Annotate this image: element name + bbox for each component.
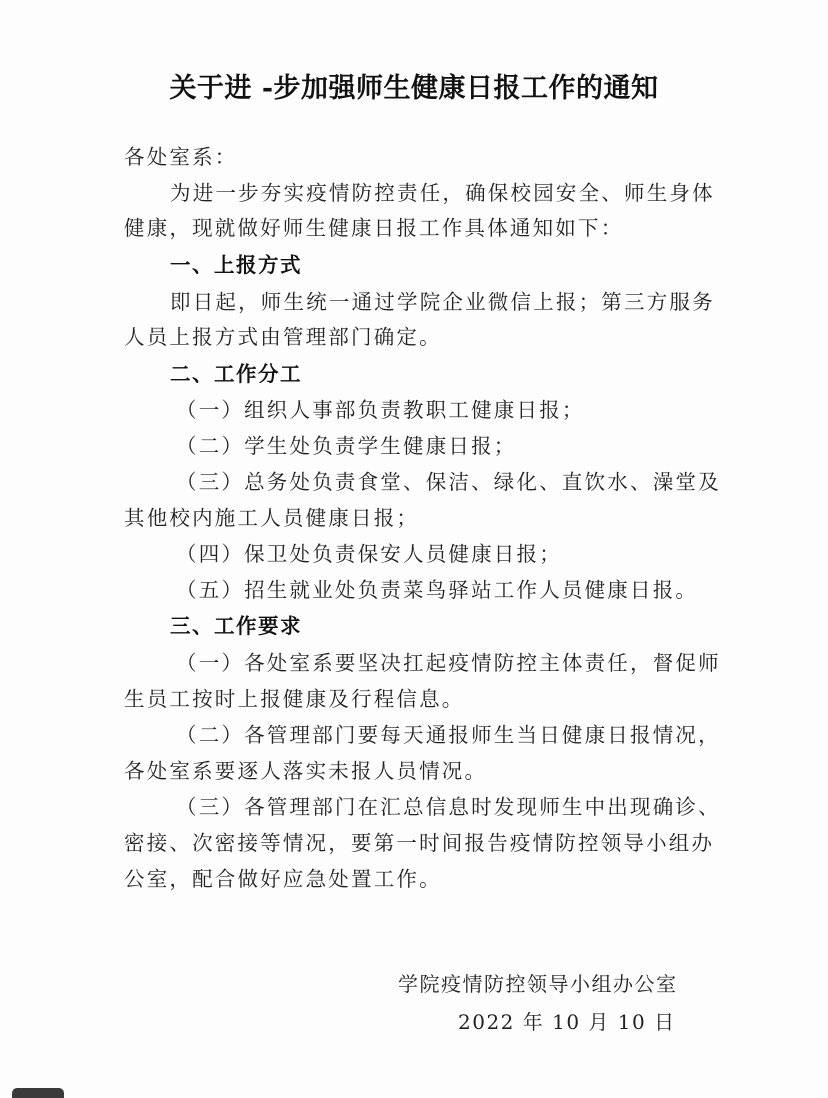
intro-line-2: 健康，现就做好师生健康日报工作具体通知如下： <box>124 216 624 240</box>
signature-office: 学院疫情防控领导小组办公室 <box>398 972 678 996</box>
section1-heading: 一、上报方式 <box>170 253 302 277</box>
section3-item-3: （三）各管理部门在汇总信息时发现师生中出现确诊、 <box>176 795 721 819</box>
section3-item-1-cont: 生员工按时上报健康及行程信息。 <box>124 687 465 711</box>
section1-line-2: 人员上报方式由管理部门确定。 <box>124 325 442 349</box>
section2-item-3-cont: 其他校内施工人员健康日报； <box>124 506 420 530</box>
section3-item-3-cont-1: 密接、次密接等情况，要第一时间报告疫情防控领导小组办 <box>124 831 715 855</box>
salutation: 各处室系： <box>124 145 238 169</box>
corner-tab-mark <box>12 1088 64 1098</box>
section2-heading: 二、工作分工 <box>170 362 302 386</box>
section3-heading: 三、工作要求 <box>170 614 302 638</box>
section1-line-1: 即日起，师生统一通过学院企业微信上报；第三方服务 <box>170 290 715 314</box>
section2-item-2: （二）学生处负责学生健康日报； <box>176 434 517 458</box>
intro-line-1: 为进一步夯实疫情防控责任，确保校园安全、师生身体 <box>170 181 715 205</box>
section2-item-1: （一）组织人事部负责教职工健康日报； <box>176 398 585 422</box>
section2-item-5: （五）招生就业处负责菜鸟驿站工作人员健康日报。 <box>176 578 699 602</box>
section3-item-2-cont: 各处室系要逐人落实未报人员情况。 <box>124 759 488 783</box>
signature-date: 2022 年 10 月 10 日 <box>458 1010 676 1034</box>
section3-item-3-cont-2: 公室，配合做好应急处置工作。 <box>124 867 442 891</box>
section2-item-4: （四）保卫处负责保安人员健康日报； <box>176 542 562 566</box>
document-title: 关于进 -步加强师生健康日报工作的通知 <box>169 73 659 104</box>
section3-item-1: （一）各处室系要坚决扛起疫情防控主体责任，督促师 <box>176 651 721 675</box>
section3-item-2: （二）各管理部门要每天通报师生当日健康日报情况， <box>176 723 721 747</box>
section2-item-3: （三）总务处负责食堂、保洁、绿化、直饮水、澡堂及 <box>176 470 721 494</box>
